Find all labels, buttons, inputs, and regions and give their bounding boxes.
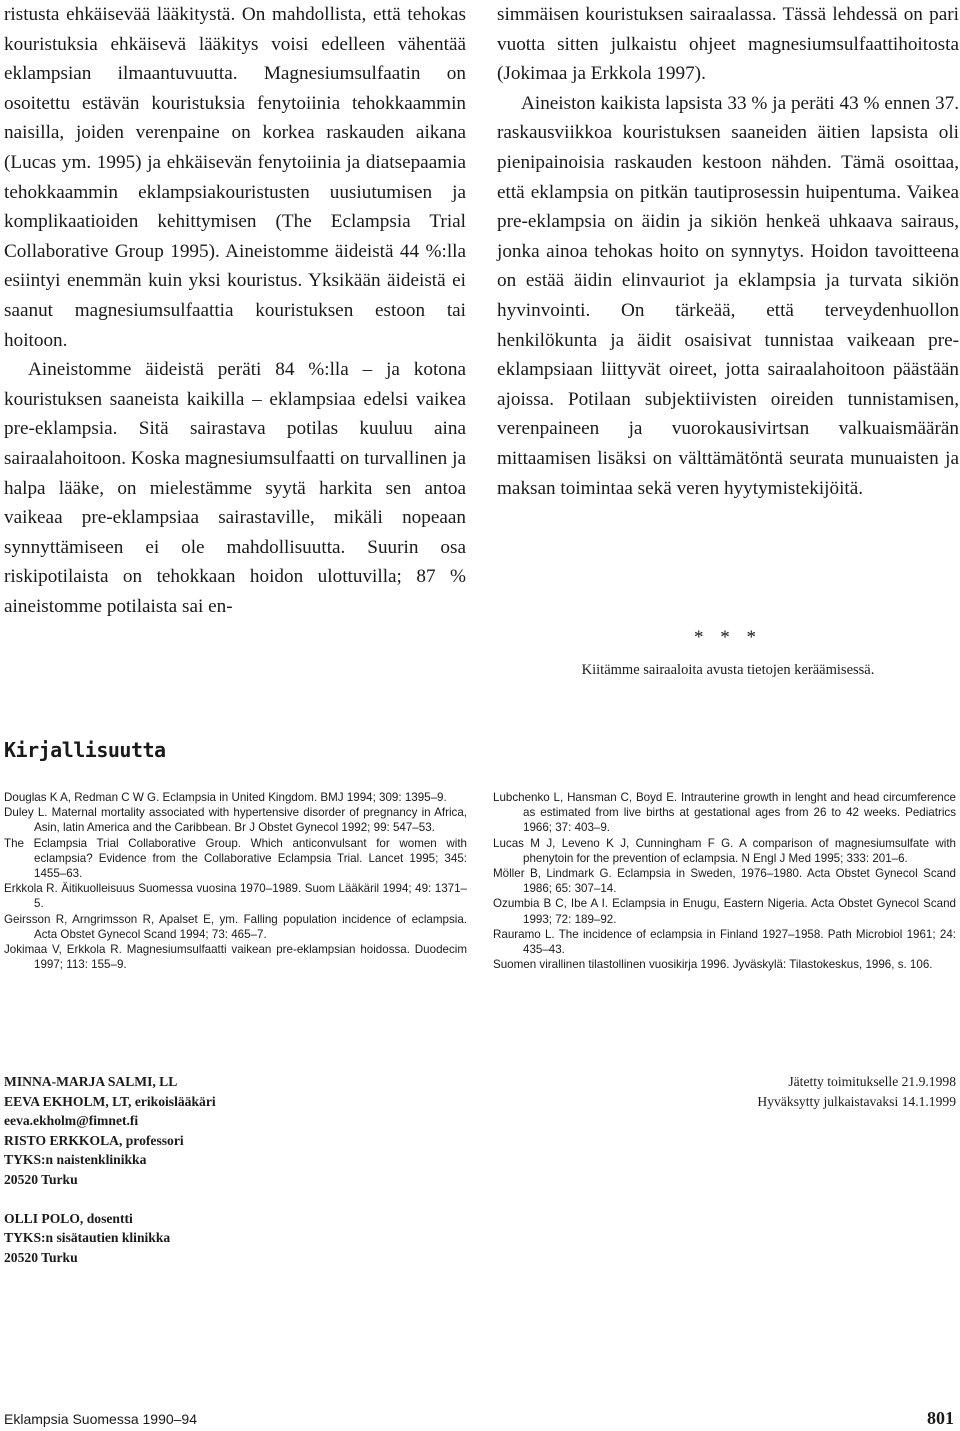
reference-item: Duley L. Maternal mortality associated with hypertensive disorder of pregnancy in Africa, Asin, latin America and the Caribbean. Br J Obstet Gynecol 1992; 99: 547–53. bbox=[4, 806, 467, 835]
body-paragraph: simmäisen kouristuksen sairaalassa. Tässä lehdessä on pari vuotta sitten julkaistu ohjeet magnesiumsulfaattihoitosta (Jokimaa ja Erkkola 1997). bbox=[497, 4, 959, 85]
references-left-column bbox=[4, 790, 467, 972]
author-line: MINNA-MARJA SALMI, LL bbox=[4, 1074, 178, 1089]
reference-item: Rauramo L. The incidence of eclampsia in Finland 1927–1958. Path Microbiol 1961; 24: 435–43. bbox=[493, 927, 956, 957]
references-right-column bbox=[493, 790, 956, 972]
body-paragraph: Aineiston kaikista lapsista 33 % ja peräti 43 % ennen 37. raskausviikkoa kouristuksen saaneiden äitien lapsista oli pienipainoisia raskauden kestoon nähden. Tämä osoittaa, että eklampsia on pitkän tautiprosessin huipentuma. Vaikea pre-eklampsia on äidin ja sikiön henkeä uhkaava sairaus, jonka ainoa tehokas hoito on synnytys. Hoidon tavoitteena on estää äidin elinvauriot ja eklampsia ja turvata sikiön hyvinvointi. On tärkeää, että terveydenhuollon henkilökunta ja äidit osaisivat tunnistaa vaikeaan pre-eklampsiaan liittyvät oireet, jotta sairaalahoitoon päästään ajoissa. Potilaan subjektiivisten oireiden tunnistamisen, verenpaineen ja vuorokausivirtsan valkuaismäärän mittaamisen lisäksi on välttämätöntä seurata munuaisten ja maksan toimintaa sekä veren hyytymistekijöitä. bbox=[497, 92, 959, 499]
references-heading: Kirjallisuutta bbox=[4, 738, 166, 762]
author-block bbox=[4, 1209, 216, 1268]
body-paragraph: Aineistomme äideistä peräti 84 %:lla – ja kotona kouristuksen saaneista kaikilla – eklampsiaa edelsi vaikea pre-eklampsia. Sitä sairastava potilas kuuluu aina sairaalahoitoon. Koska magnesiumsulfaatti on turvallinen ja halpa lääke, on mielestämme syytä harkita sen antoa vaikeaa pre-eklampsiaa sairastaville, mikäli nopeaan synnyttämiseen ei ole mahdollisuutta. Suurin osa riskipotilaista on tehokkaan hoidon ulottuvilla; 87 % aineistomme potilaista sai en- bbox=[4, 359, 466, 617]
reference-item: Suomen virallinen tilastollinen vuosikirja 1996. Jyväskylä: Tilastokeskus, 1996, s. 106. bbox=[493, 958, 933, 972]
accepted-date: Hyväksytty julkaistavaksi 14.1.1999 bbox=[757, 1093, 956, 1109]
author-block bbox=[4, 1072, 216, 1190]
author-line: 20520 Turku bbox=[4, 1171, 78, 1187]
reference-item: The Eclampsia Trial Collaborative Group. Which anticonvulsant for women with eclampsia? Evidence from the Collaborative Eclampsia Trial. Lancet 1995; 345: 1455–63. bbox=[4, 836, 467, 881]
reference-item: Ozumbia B C, Ibe A I. Eclampsia in Enugu, Eastern Nigeria. Acta Obstet Gynecol Scand 1993; 72: 189–92. bbox=[493, 897, 956, 926]
reference-item: Douglas K A, Redman C W G. Eclampsia in United Kingdom. BMJ 1994; 309: 1395–9. bbox=[4, 791, 447, 804]
author-line: EEVA EKHOLM, LT, erikoislääkäri bbox=[4, 1093, 216, 1109]
reference-item: Lucas M J, Leveno K J, Cunningham F G. A comparison of magnesiumsulfate with phenytoin for the prevention of eclampsia. N Engl J Med 1995; 333: 201–6. bbox=[493, 836, 956, 865]
author-affiliations bbox=[4, 1072, 216, 1286]
reference-item: Jokimaa V, Erkkola R. Magnesiumsulfaatti vaikean pre-eklampsian hoidossa. Duodecim 1997; 113: 155–9. bbox=[4, 943, 467, 972]
body-paragraph: ristusta ehkäisevää lääkitystä. On mahdollista, että tehokas kouristuksia ehkäisevä lääkitys voisi edelleen vähentää eklampsian ilmaantuvuutta. Magnesiumsulfaatin on osoitettu estävän kouristuksia fenytoiinia tehokkaammin naisilla, joiden verenpaine on korkea raskauden aikana (Lucas ym. 1995) ja ehkäisevän fenytoiinia ja diatsepaamia tehokkaammin eklampsiakouristusten uusiutumisen ja komplikaatioiden kehittymisen (The Eclampsia Trial Collaborative Group 1995). Aineistomme äideistä 44 %:lla esiintyi enemmän kuin yksi kouristus. Yksikään äideistä ei saanut magnesiumsulfaattia kouristuksen estoon tai hoitoon. bbox=[4, 4, 466, 351]
author-line: 20520 Turku bbox=[4, 1249, 78, 1265]
running-title: Eklampsia Suomessa 1990–94 bbox=[4, 1411, 198, 1427]
reference-item: Geirsson R, Arngrimsson R, Apalset E, ym. Falling population incidence of eclampsia. Acta Obstet Gynecol Scand 1994; 73: 465–7. bbox=[4, 912, 467, 941]
submitted-date: Jätetty toimitukselle 21.9.1998 bbox=[788, 1074, 956, 1089]
author-line: RISTO ERKKOLA, professori bbox=[4, 1132, 184, 1148]
author-email: eeva.ekholm@fimnet.fi bbox=[4, 1113, 139, 1129]
left-text-column bbox=[4, 0, 466, 621]
reference-item: Erkkola R. Äitikuolleisuus Suomessa vuosina 1970–1989. Suom Lääkäril 1994; 49: 1371–5. bbox=[4, 882, 467, 911]
author-line: OLLI POLO, dosentti bbox=[4, 1210, 133, 1226]
author-line: TYKS:n naistenklinikka bbox=[4, 1152, 147, 1168]
right-text-column bbox=[497, 0, 959, 503]
acknowledgement: Kiitämme sairaaloita avusta tietojen keräämisessä. bbox=[581, 662, 875, 678]
page-number: 801 bbox=[927, 1408, 954, 1428]
author-line: TYKS:n sisätautien klinikka bbox=[4, 1230, 171, 1246]
reference-item: Möller B, Lindmark G. Eclampsia in Sweden, 1976–1980. Acta Obstet Gynecol Scand 1986; 65: 307–14. bbox=[493, 867, 956, 896]
section-separator: * * * bbox=[694, 627, 762, 648]
submission-dates bbox=[757, 1072, 956, 1111]
reference-item: Lubchenko L, Hansman C, Boyd E. Intrauterine growth in lenght and head circumference as estimated from live births at gestational ages from 26 to 42 weeks. Pediatrics 1966; 37: 403–9. bbox=[493, 791, 956, 835]
